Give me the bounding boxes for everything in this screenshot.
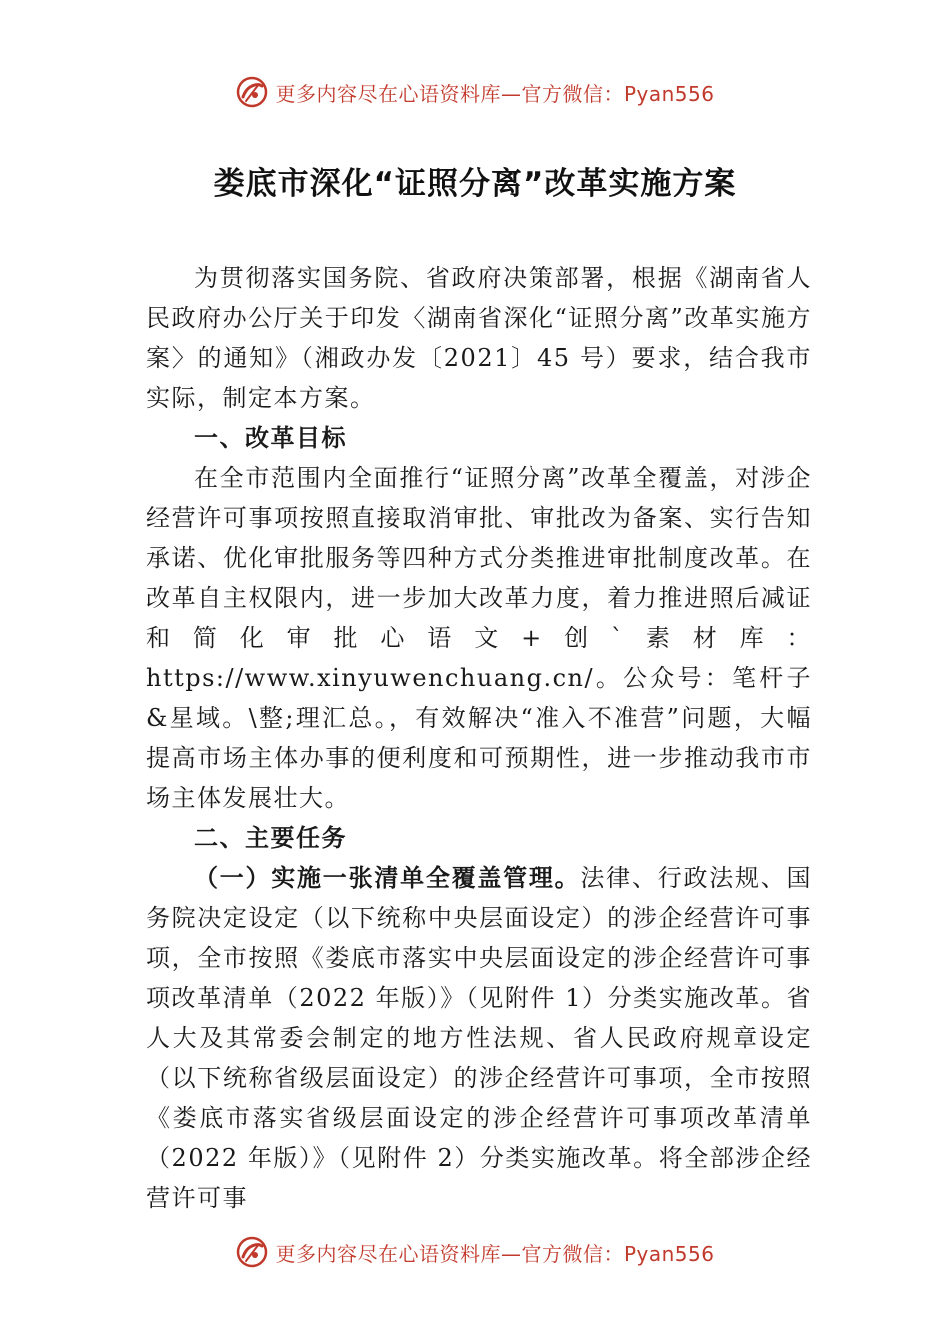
goals-paragraph: 在全市范围内全面推行“证照分离”改革全覆盖，对涉企经营许可事项按照直接取消审批、审批改为备案、实行告知承诺、优化审批服务等四种方式分类推进审批制度改革。在改革自主权限内，进一步加大改革力度，着力推进照后减证和简化审批心语文+创`素材库：https://www.xinyuwenchuang.cn/。公众号：笔杆子&星域。\整;理汇总。，有效解决“准入不准营”问题，大幅提高市场主体办事的便利度和可预期性，进一步推动我市市场主体发展壮大。 [146, 464, 812, 812]
task-item-1-body: 法律、行政法规、国务院决定设定（以下统称中央层面设定）的涉企经营许可事项，全市按照《娄底市落实中央层面设定的涉企经营许可事项改革清单（2022 年版）》（见附件 1）分类实施改革。省人大及其常委会制定的地方性法规、省人民政府规章设定（以下统称省级层面设定）的涉企经营许可事项，全市按照《娄底市落实省级层面设定的涉企经营许可事项改革清单（2022 年版）》（见附件 2）分类实施改革。将全部涉企经营许可事 [146, 864, 813, 1212]
header-watermark [0, 72, 950, 112]
watermark-logo-icon [235, 75, 269, 109]
intro-paragraph: 为贯彻落实国务院、省政府决策部署，根据《湖南省人民政府办公厅关于印发〈湖南省深化“证照分离”改革实施方案〉的通知》（湘政办发〔2021〕45 号）要求，结合我市实际，制定本方案。 [146, 264, 812, 412]
footer-watermark [0, 1232, 950, 1272]
section-heading-goals: 一、改革目标 [194, 424, 347, 452]
document-body [146, 258, 812, 1218]
watermark-logo-icon [235, 1235, 269, 1269]
watermark-text: 更多内容尽在心语资料库—官方微信：Pyan556 [275, 1241, 715, 1266]
task-item-1-paragraph [146, 858, 812, 1218]
task-item-1-lead: （一）实施一张清单全覆盖管理。 [194, 863, 581, 892]
section-heading-tasks: 二、主要任务 [194, 824, 347, 852]
watermark-text: 更多内容尽在心语资料库—官方微信：Pyan556 [275, 81, 715, 106]
document-title: 娄底市深化“证照分离”改革实施方案 [213, 166, 737, 202]
